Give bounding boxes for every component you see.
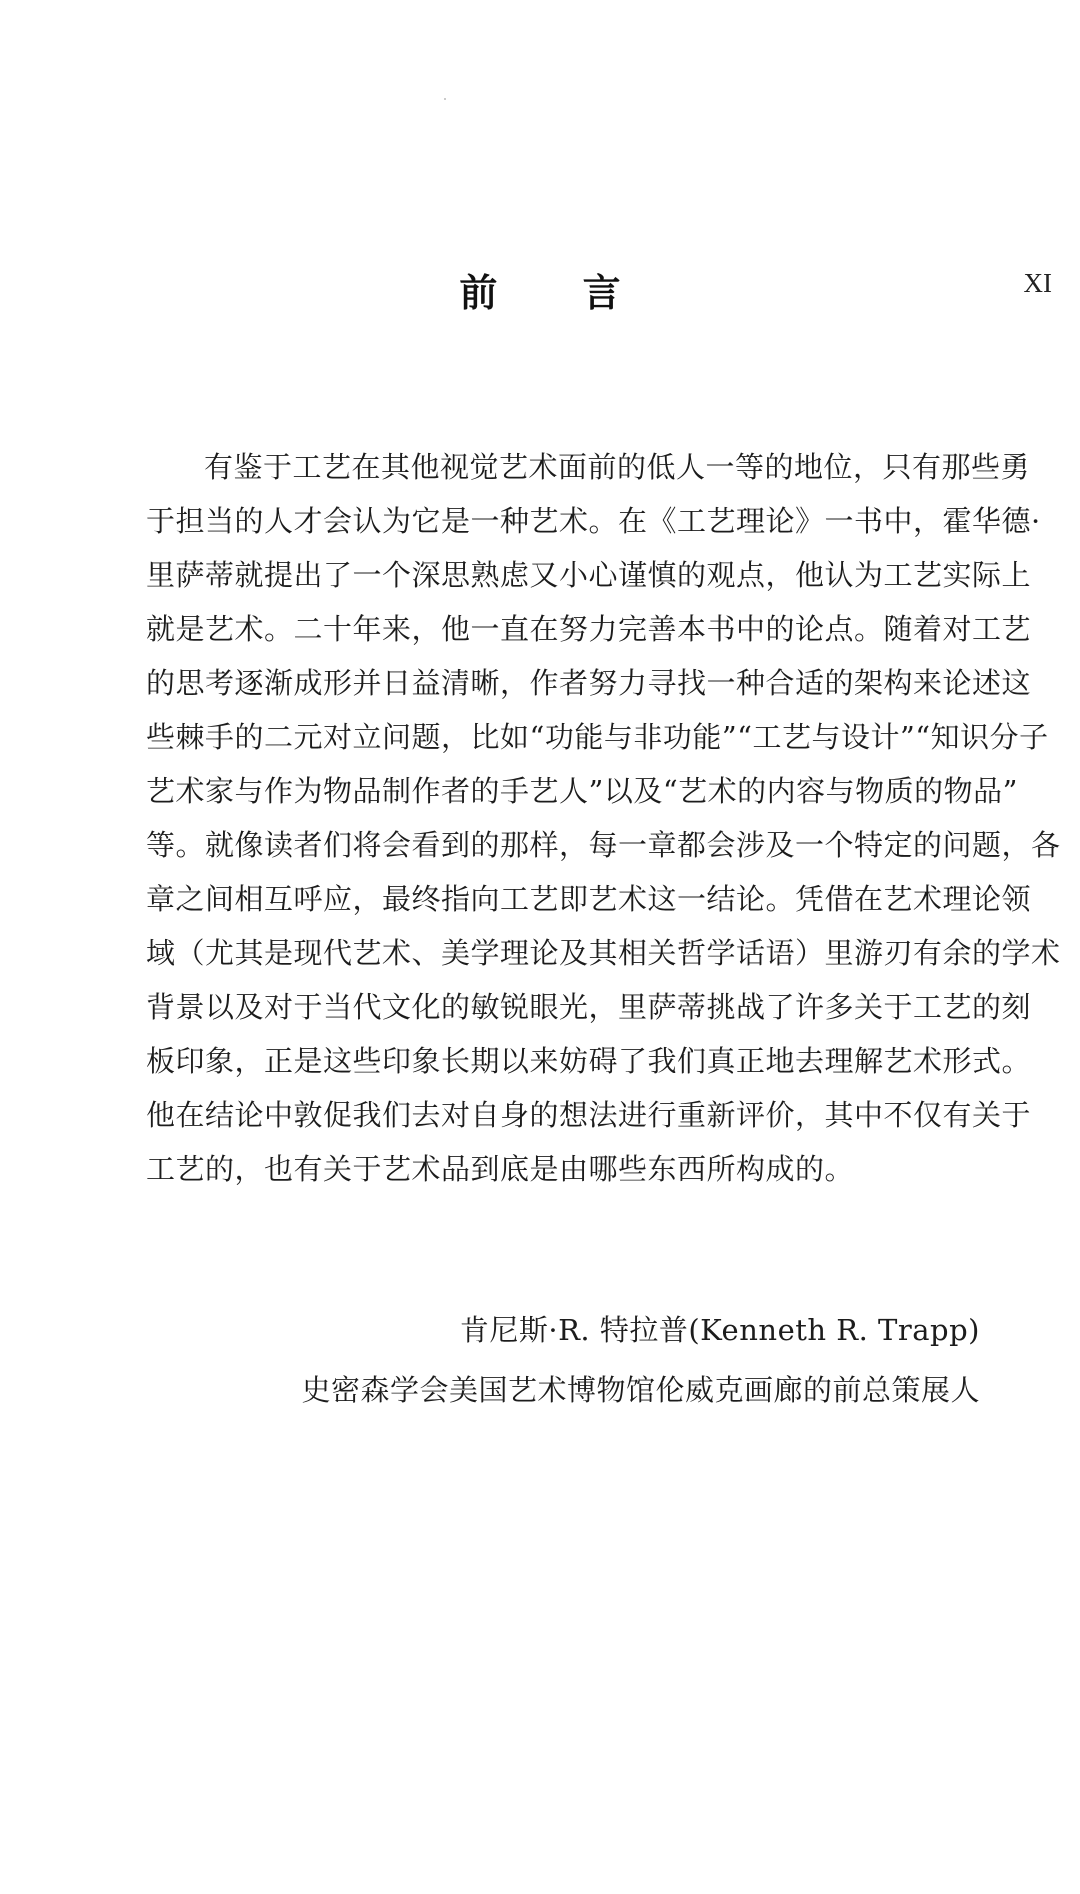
text-line: 板印象，正是这些印象长期以来妨碍了我们真正地去理解艺术形式。 [146,1044,1032,1078]
text-line: 就是艺术。二十年来，他一直在努力完善本书中的论点。随着对工艺 [146,612,1032,646]
text-line: 等。就像读者们将会看到的那样，每一章都会涉及一个特定的问题，各 [146,828,1061,862]
page-title: 前 言 [459,271,657,315]
scan-speck [444,98,446,100]
text-line: 艺术家与作为物品制作者的手艺人”以及“艺术的内容与物质的物品” [146,774,1018,808]
text-line: 的思考逐渐成形并日益清晰，作者努力寻找一种合适的架构来论述这 [146,666,1032,700]
text-line: 工艺的，也有关于艺术品到底是由哪些东西所构成的。 [146,1152,855,1186]
text-line: 有鉴于工艺在其他视觉艺术面前的低人一等的地位，只有那些勇 [204,450,1031,484]
text-line: 些棘手的二元对立问题，比如“功能与非功能”“工艺与设计”“知识分子 [146,720,1049,754]
author-name: 肯尼斯·R. 特拉普(Kenneth R. Trapp) [459,1313,980,1347]
text-line: 域（尤其是现代艺术、美学理论及其相关哲学话语）里游刃有余的学术 [146,936,1061,970]
text-line: 背景以及对于当代文化的敏锐眼光，里萨蒂挑战了许多关于工艺的刻 [146,990,1032,1024]
text-line: 章之间相互呼应，最终指向工艺即艺术这一结论。凭借在艺术理论领 [146,882,1032,916]
page-number: XI [1023,268,1052,298]
signature-block [301,1300,980,1420]
author-affiliation: 史密森学会美国艺术博物馆伦威克画廊的前总策展人 [301,1373,980,1407]
text-line: 于担当的人才会认为它是一种艺术。在《工艺理论》一书中，霍华德· [146,504,1041,538]
text-line: 他在结论中敦促我们去对自身的想法进行重新评价，其中不仅有关于 [146,1098,1032,1132]
text-line: 里萨蒂就提出了一个深思熟虑又小心谨慎的观点，他认为工艺实际上 [146,558,1032,592]
preface-paragraph [146,440,1061,1196]
